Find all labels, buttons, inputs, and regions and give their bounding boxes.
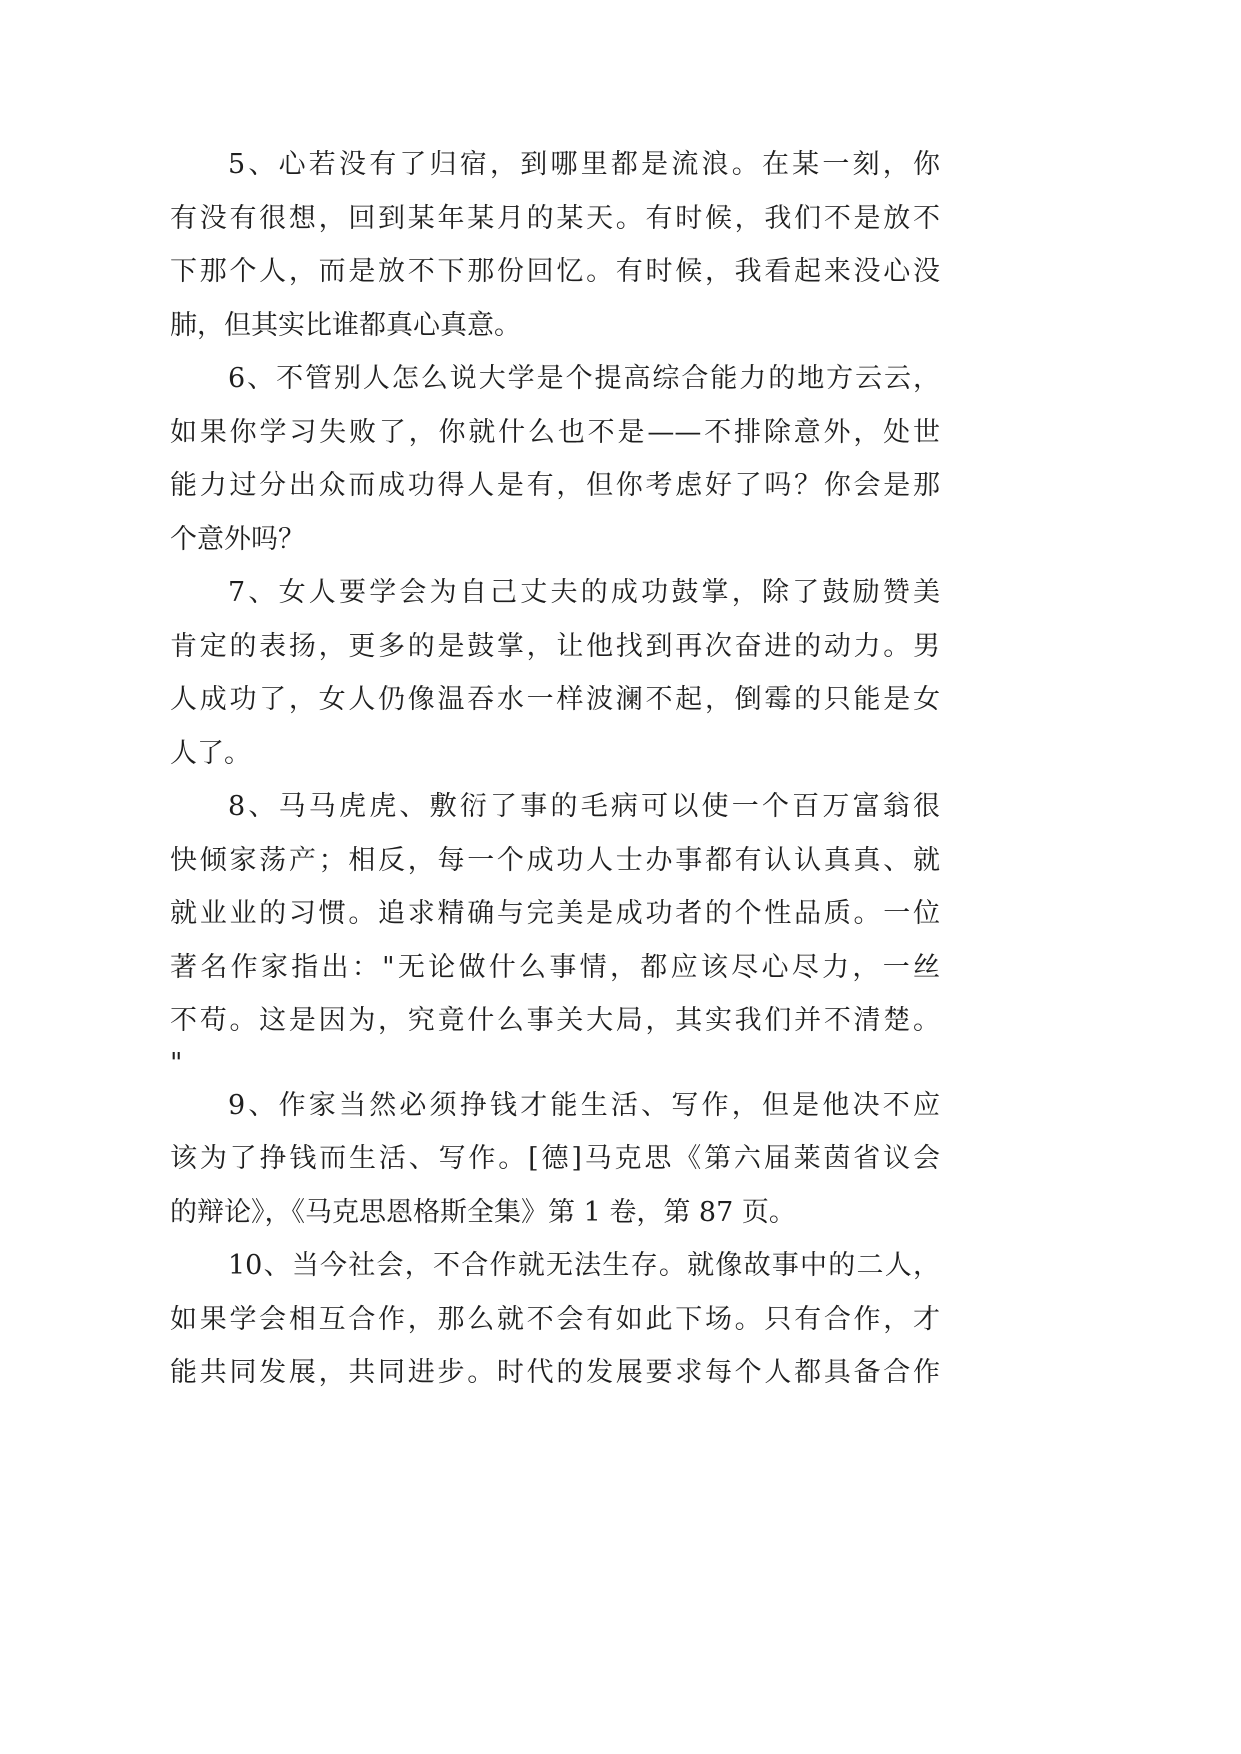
text-line: 下那个人，而是放不下那份回忆。有时候，我看起来没心没 <box>170 256 940 287</box>
text-line: 7、女人要学会为自己丈夫的成功鼓掌，除了鼓励赞美 <box>228 577 940 608</box>
text-line: 能力过分出众而成功得人是有，但你考虑好了吗？你会是那 <box>170 470 940 501</box>
text-body <box>170 138 940 1400</box>
text-line: 不苟。这是因为，究竟什么事关大局，其实我们并不清楚。 <box>170 1005 940 1036</box>
paragraph-6 <box>170 352 940 566</box>
text-line: 就业业的习惯。追求精确与完美是成功者的个性品质。一位 <box>170 898 940 929</box>
text-line: " <box>170 1047 183 1079</box>
text-line: 肺，但其实比谁都真心真意。 <box>170 309 521 341</box>
text-line: 有没有很想，回到某年某月的某天。有时候，我们不是放不 <box>170 202 940 234</box>
paragraph-9 <box>170 1079 940 1240</box>
text-line: 6、不管别人怎么说大学是个提高综合能力的地方云云， <box>228 363 940 394</box>
text-line: 该为了挣钱而生活、写作。[德]马克思《第六届莱茵省议会 <box>170 1143 940 1174</box>
paragraph-5 <box>170 138 940 352</box>
text-line: 8、马马虎虎、敷衍了事的毛病可以使一个百万富翁很 <box>228 791 940 822</box>
paragraph-10 <box>170 1239 940 1400</box>
text-line: 著名作家指出："无论做什么事情，都应该尽心尽力，一丝 <box>170 951 940 983</box>
text-line: 快倾家荡产；相反，每一个成功人士办事都有认认真真、就 <box>170 844 940 876</box>
text-line: 个意外吗？ <box>170 523 305 555</box>
paragraph-8 <box>170 780 940 1079</box>
text-line: 能共同发展，共同进步。时代的发展要求每个人都具备合作 <box>170 1357 940 1388</box>
text-line: 10、当今社会，不合作就无法生存。就像故事中的二人， <box>228 1250 940 1281</box>
text-line: 9、作家当然必须挣钱才能生活、写作，但是他决不应 <box>228 1089 940 1121</box>
text-line: 人成功了，女人仍像温吞水一样波澜不起，倒霉的只能是女 <box>170 684 940 715</box>
text-line: 如果你学习失败了，你就什么也不是——不排除意外，处世 <box>170 416 940 448</box>
paragraph-7 <box>170 566 940 780</box>
text-line: 人了。 <box>170 737 251 769</box>
text-line: 的辩论》，《马克思恩格斯全集》第 1 卷，第 87 页。 <box>170 1196 796 1228</box>
text-line: 如果学会相互合作，那么就不会有如此下场。只有合作，才 <box>170 1303 940 1335</box>
text-line: 5、心若没有了归宿，到哪里都是流浪。在某一刻，你 <box>228 149 940 180</box>
text-line: 肯定的表扬，更多的是鼓掌，让他找到再次奋进的动力。男 <box>170 630 940 662</box>
